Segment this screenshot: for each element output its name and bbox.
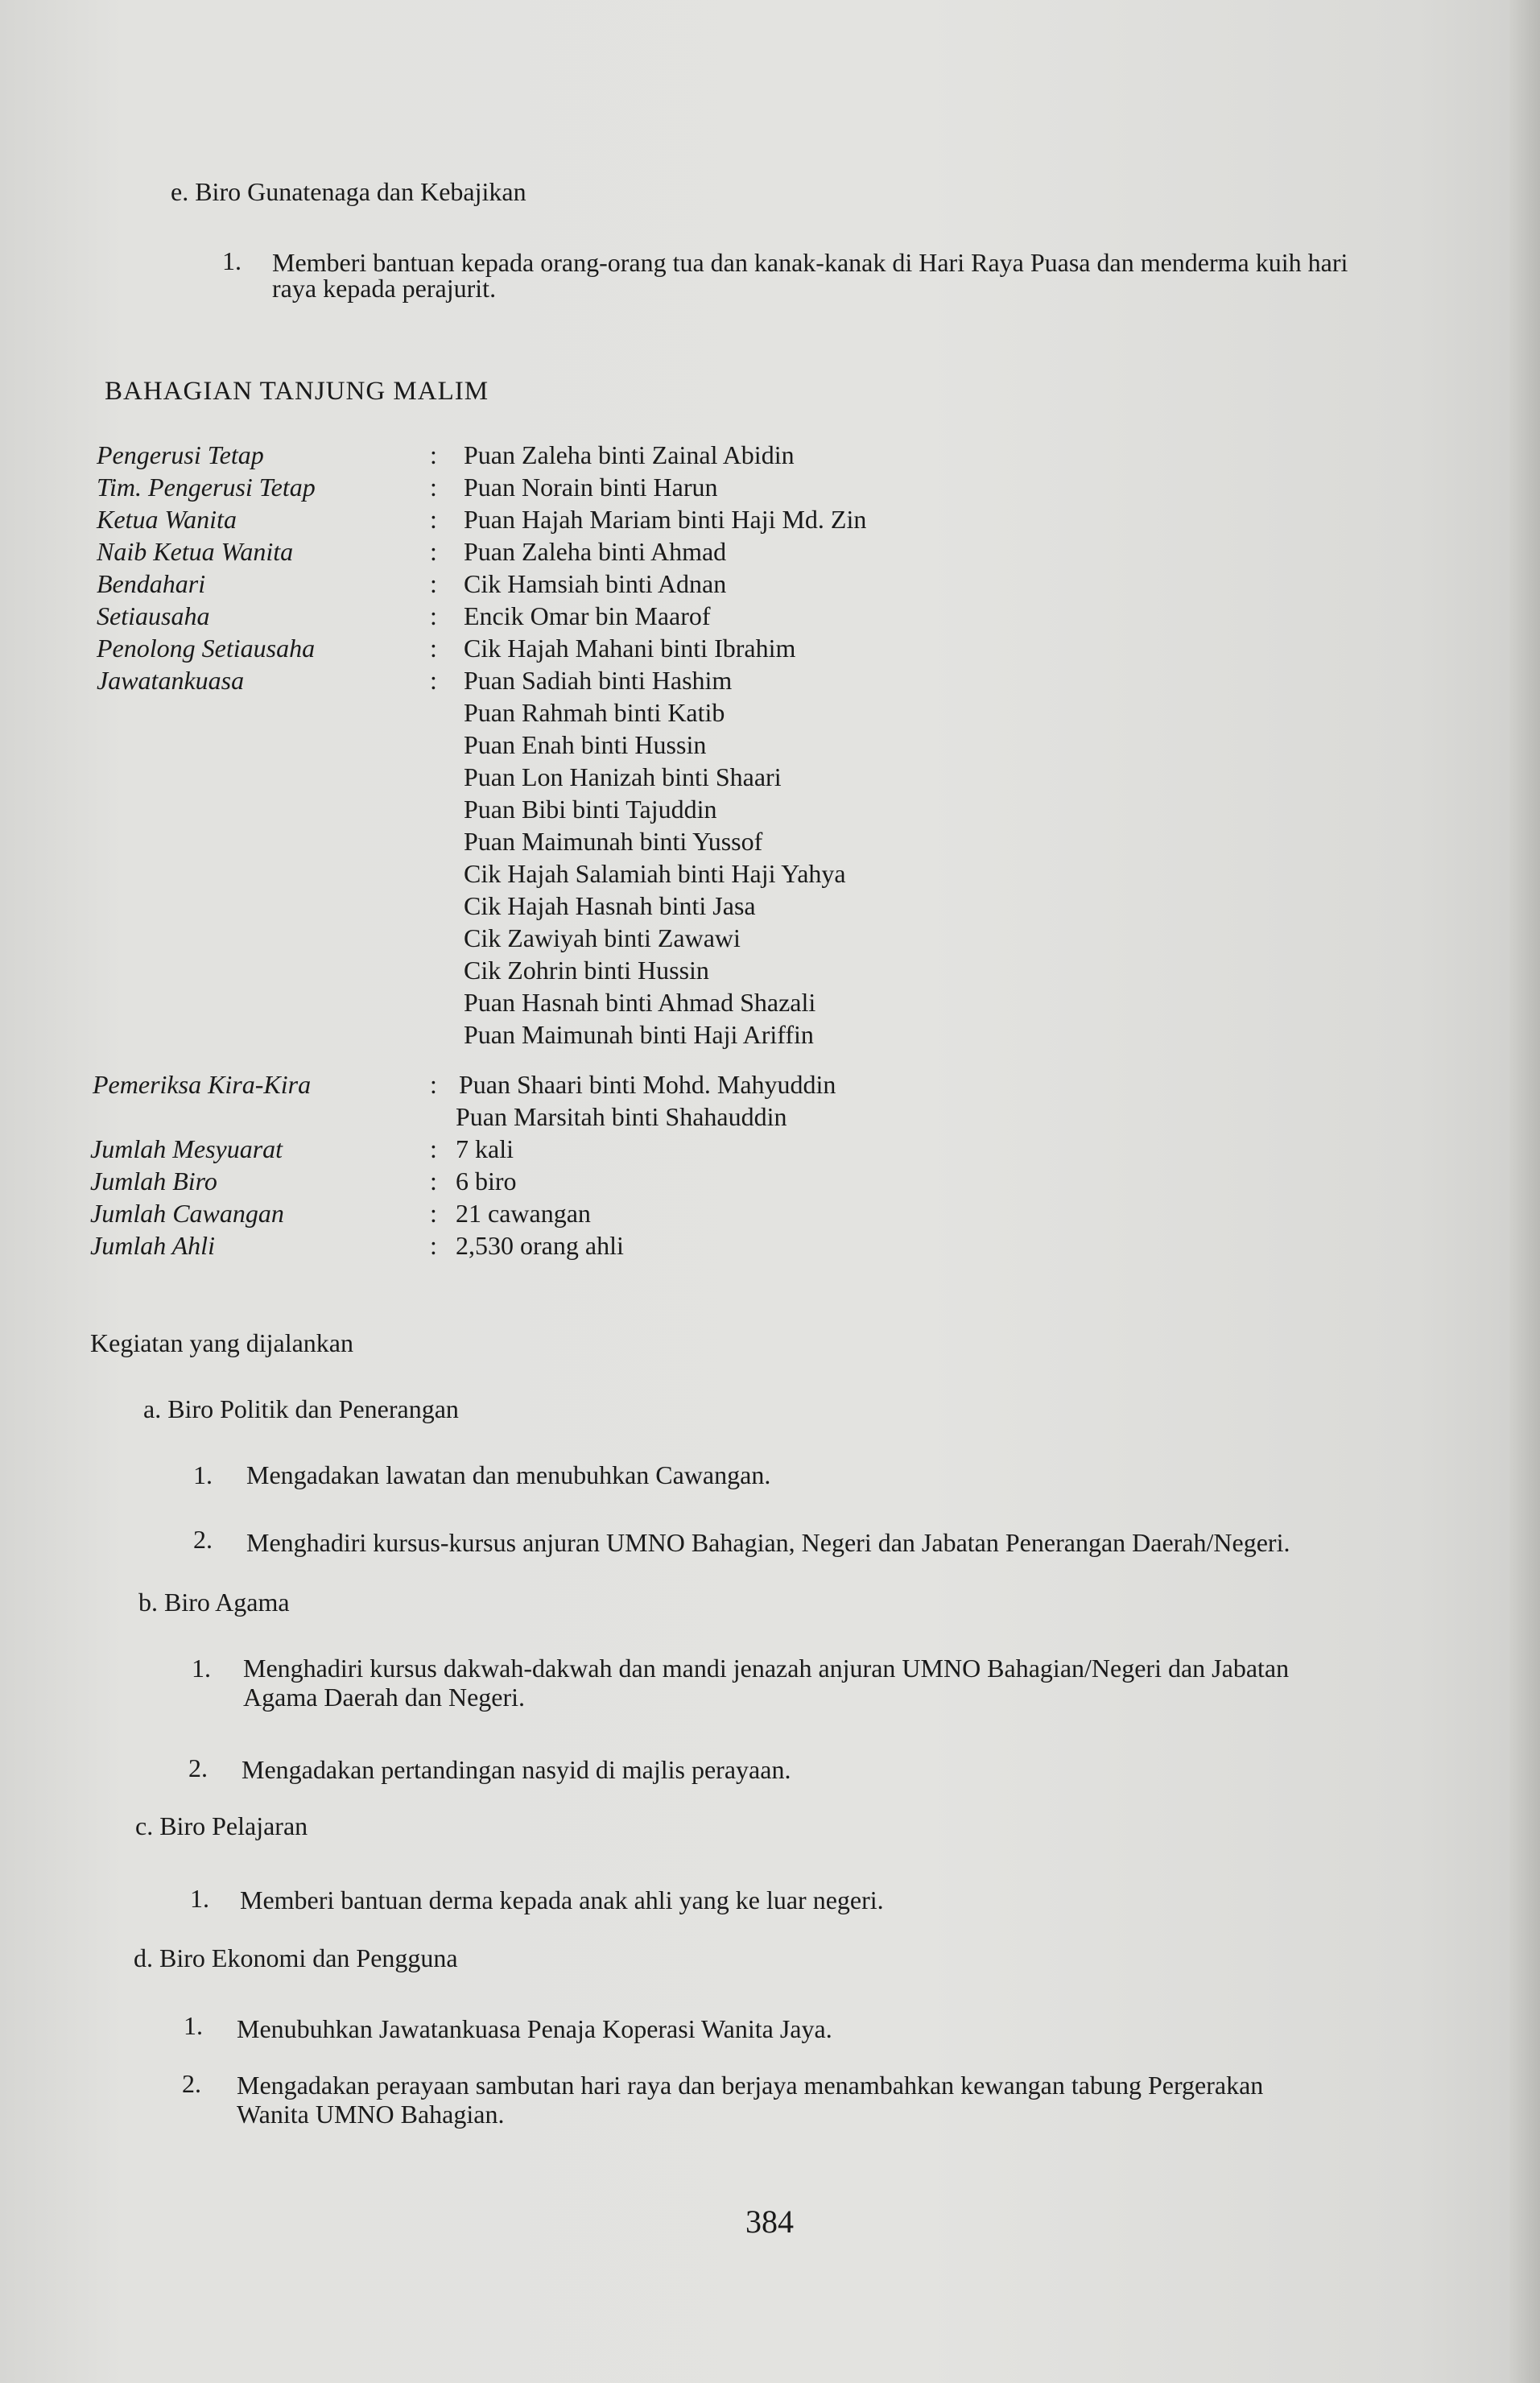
colon: : [430, 537, 437, 566]
role-label: Naib Ketua Wanita [97, 537, 294, 566]
role-label: Pengerusi Tetap [97, 440, 264, 469]
member-name: Puan Zaleha binti Zainal Abidin [464, 440, 795, 469]
stat-label: Jumlah Biro [90, 1167, 217, 1196]
biro-b-item-2: Mengadakan pertandingan nasyid di majlis perayaan. [242, 1755, 791, 1784]
member-name: Cik Zohrin binti Hussin [464, 956, 709, 985]
colon: : [430, 1231, 437, 1260]
stat-label: Jumlah Mesyuarat [90, 1134, 283, 1163]
colon: : [430, 505, 437, 534]
biro-a-item-1: Mengadakan lawatan dan menubuhkan Cawangan. [246, 1460, 771, 1489]
member-name: Cik Hajah Mahani binti Ibrahim [464, 634, 796, 663]
member-name: Puan Lon Hanizah binti Shaari [464, 762, 782, 791]
stat-value: 2,530 orang ahli [456, 1231, 624, 1260]
biro-b-item-1-number: 1. [192, 1654, 211, 1683]
member-name: Puan Rahmah binti Katib [464, 698, 725, 727]
colon: : [430, 1134, 437, 1163]
role-label: Pemeriksa Kira-Kira [93, 1070, 312, 1099]
member-name: Puan Shaari binti Mohd. Mahyuddin [459, 1070, 836, 1099]
member-name: Puan Marsitah binti Shahauddin [456, 1102, 787, 1131]
member-name: Puan Bibi binti Tajuddin [464, 795, 717, 824]
biro-a-item-2: Menghadiri kursus-kursus anjuran UMNO Bahagian, Negeri dan Jabatan Penerangan Daerah/Negeri. [246, 1528, 1290, 1557]
section-e-item-1-line-2: raya kepada perajurit. [272, 274, 497, 303]
biro-a-item-2-number: 2. [193, 1525, 213, 1554]
member-name: Puan Norain binti Harun [464, 473, 718, 502]
biro-c-item-1: Memberi bantuan derma kepada anak ahli yang ke luar negeri. [240, 1885, 884, 1914]
kegiatan-title: Kegiatan yang dijalankan [90, 1328, 353, 1357]
biro-d-item-2-line-1: Mengadakan perayaan sambutan hari raya dan berjaya menambahkan kewangan tabung Pergerakan [237, 2071, 1264, 2100]
colon: : [430, 601, 437, 630]
member-name: Encik Omar bin Maarof [464, 601, 711, 630]
biro-a-item-1-number: 1. [193, 1460, 213, 1489]
member-name: Puan Hasnah binti Ahmad Shazali [464, 988, 816, 1017]
member-name: Puan Zaleha binti Ahmad [464, 537, 727, 566]
biro-a-title: a. Biro Politik dan Penerangan [143, 1394, 459, 1423]
biro-b-title: b. Biro Agama [138, 1588, 290, 1617]
stat-value: 21 cawangan [456, 1199, 591, 1228]
section-e-item-1-line-1: Memberi bantuan kepada orang-orang tua dan kanak-kanak di Hari Raya Puasa dan menderma kuih hari [272, 248, 1348, 277]
role-label: Setiausaha [97, 601, 210, 630]
member-name: Cik Hajah Hasnah binti Jasa [464, 891, 756, 920]
section-e-item-1-number: 1. [222, 246, 242, 275]
member-name: Puan Maimunah binti Haji Ariffin [464, 1020, 814, 1049]
biro-b-item-2-number: 2. [188, 1753, 208, 1782]
role-label: Tim. Pengerusi Tetap [97, 473, 316, 502]
stat-value: 6 biro [456, 1167, 517, 1196]
colon: : [430, 440, 437, 469]
role-label: Penolong Setiausaha [97, 634, 316, 663]
member-name: Puan Sadiah binti Hashim [464, 666, 733, 695]
role-label: Jawatankuasa [97, 666, 245, 695]
colon: : [430, 473, 437, 502]
biro-b-item-1-line-2: Agama Daerah dan Negeri. [243, 1683, 526, 1712]
bahagian-heading: BAHAGIAN TANJUNG MALIM [105, 377, 489, 406]
member-name: Puan Hajah Mariam binti Haji Md. Zin [464, 505, 867, 534]
biro-d-item-1-number: 1. [184, 2011, 203, 2040]
page-number: 384 [745, 2203, 794, 2240]
biro-b-item-1-line-1: Menghadiri kursus dakwah-dakwah dan mandi jenazah anjuran UMNO Bahagian/Negeri dan Jabatan [243, 1654, 1290, 1683]
biro-d-item-2-number: 2. [182, 2069, 201, 2098]
role-label: Ketua Wanita [97, 505, 237, 534]
member-name: Cik Zawiyah binti Zawawi [464, 923, 741, 952]
stat-label: Jumlah Cawangan [90, 1199, 284, 1228]
colon: : [430, 1199, 437, 1228]
biro-d-item-2-line-2: Wanita UMNO Bahagian. [237, 2100, 505, 2129]
stat-label: Jumlah Ahli [90, 1231, 215, 1260]
member-name: Puan Maimunah binti Yussof [464, 827, 763, 856]
stat-value: 7 kali [456, 1134, 514, 1163]
page-edge [1509, 0, 1540, 2383]
biro-c-item-1-number: 1. [190, 1884, 209, 1913]
member-name: Cik Hamsiah binti Adnan [464, 569, 727, 598]
biro-d-title: d. Biro Ekonomi dan Pengguna [134, 1943, 458, 1972]
colon: : [430, 634, 437, 663]
member-name: Puan Enah binti Hussin [464, 730, 707, 759]
colon: : [430, 569, 437, 598]
colon: : [430, 666, 437, 695]
member-name: Cik Hajah Salamiah binti Haji Yahya [464, 859, 846, 888]
role-label: Bendahari [97, 569, 206, 598]
biro-c-title: c. Biro Pelajaran [135, 1811, 308, 1840]
colon: : [430, 1167, 437, 1196]
section-e-title: e. Biro Gunatenaga dan Kebajikan [171, 177, 526, 206]
biro-d-item-1: Menubuhkan Jawatankuasa Penaja Koperasi Wanita Jaya. [237, 2014, 832, 2043]
colon: : [430, 1070, 437, 1099]
